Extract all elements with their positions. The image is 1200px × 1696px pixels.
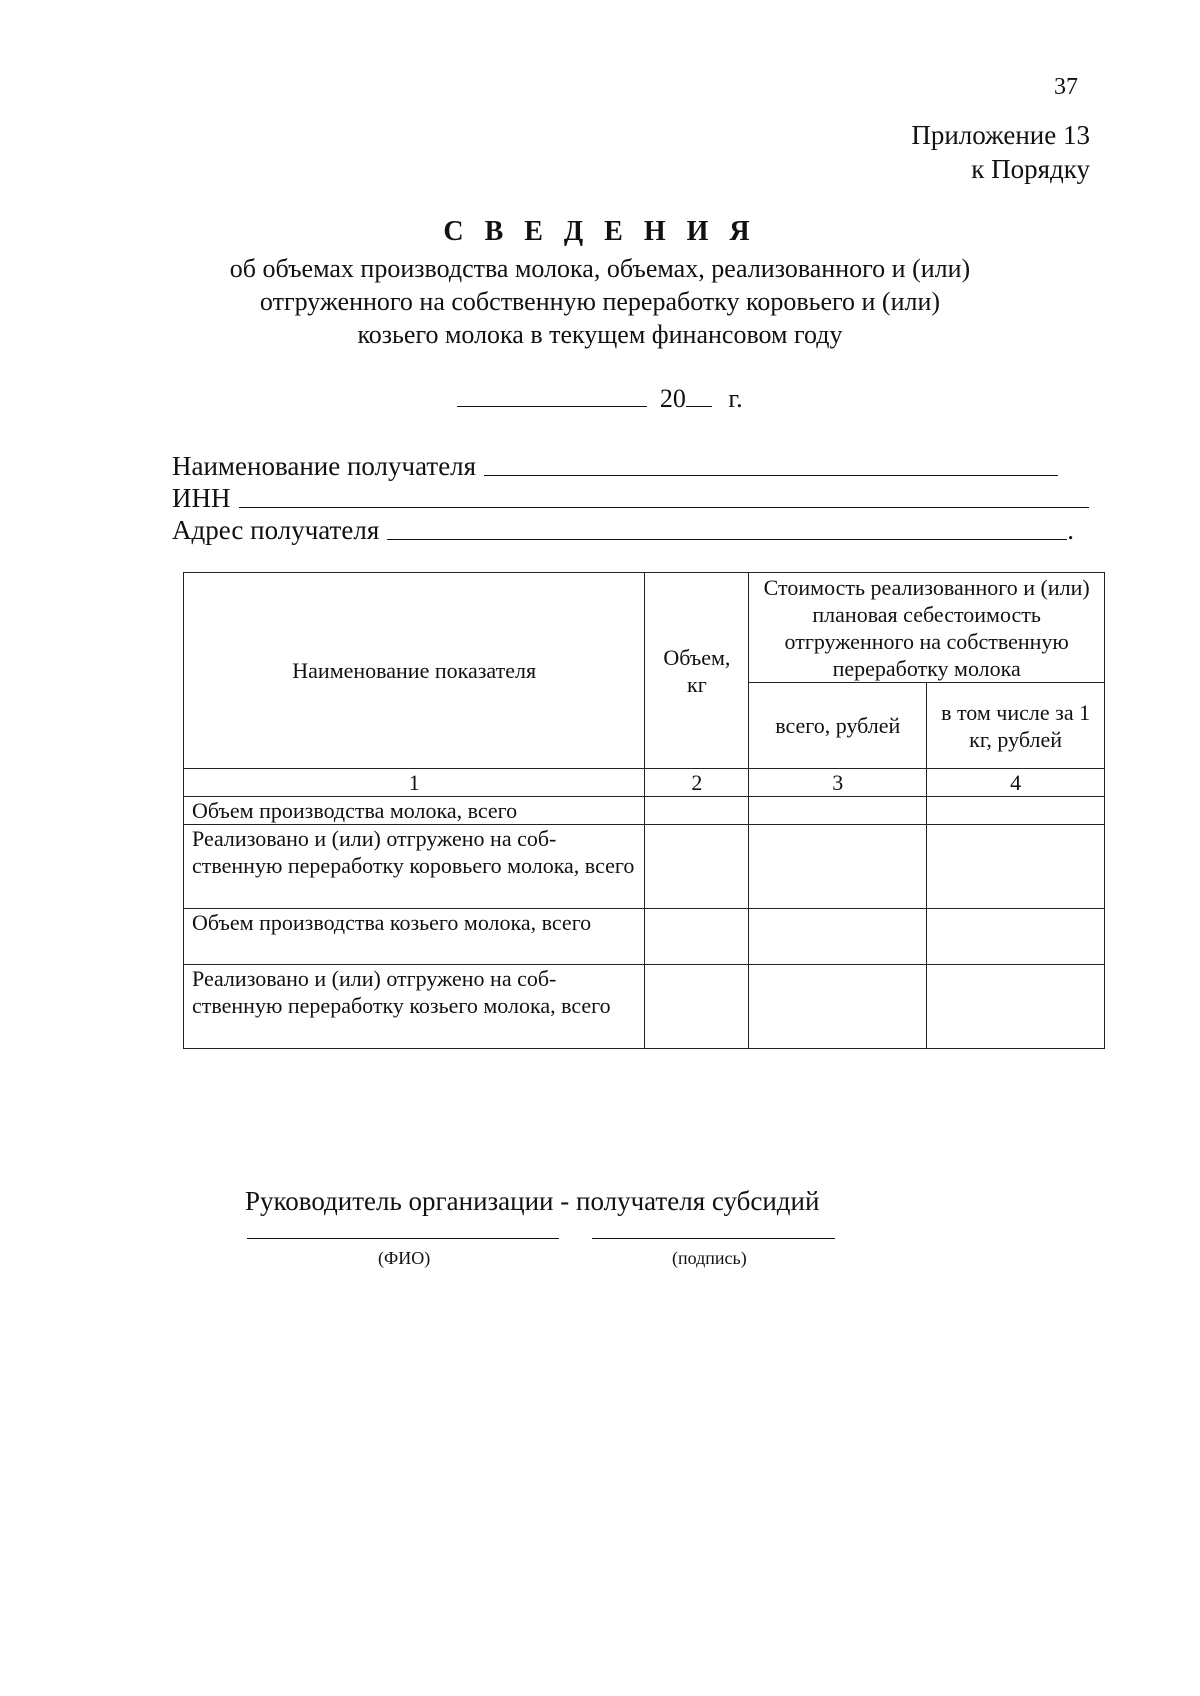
appendix-line-2: к Порядку (971, 154, 1090, 184)
table-row (184, 965, 1105, 1049)
address-period: . (1067, 515, 1074, 545)
table-cell[interactable] (749, 909, 927, 965)
signature-label: Руководитель организации - получателя субсидий (245, 1186, 820, 1216)
table-cell[interactable] (927, 909, 1105, 965)
row-label: Объем производства молока, всего (184, 797, 645, 825)
column-number: 3 (749, 769, 927, 797)
table-cell[interactable] (927, 797, 1105, 825)
table-row (184, 797, 1105, 825)
address-blank[interactable] (387, 519, 1067, 540)
fio-blank[interactable] (247, 1238, 559, 1239)
row-label: Реализовано и (или) отгружено на соб-ственную переработку коровьего молока, всего (184, 825, 645, 909)
recipient-name-blank[interactable] (484, 455, 1058, 476)
inn-blank[interactable] (239, 487, 1089, 508)
signature-caption: (подпись) (672, 1248, 747, 1268)
appendix-reference (911, 118, 1090, 186)
header-total: всего, рублей (749, 683, 927, 769)
date-year-prefix: 20 (659, 384, 686, 413)
subtitle-line-3: козьего молока в текущем финансовом году (357, 320, 843, 349)
column-number: 2 (645, 769, 749, 797)
column-number: 4 (927, 769, 1105, 797)
data-table (183, 572, 1105, 1049)
header-indicator: Наименование показателя (184, 573, 645, 769)
year-blank[interactable] (686, 382, 712, 407)
header-volume: Объем, кг (645, 573, 749, 769)
table-cell[interactable] (927, 965, 1105, 1049)
table-cell[interactable] (645, 909, 749, 965)
subtitle-line-1: об объемах производства молока, объемах, реализованного и (или) (229, 254, 971, 283)
header-cost: Стоимость реализованного и (или) плановая себестоимость отгруженного на собственную переработку молока (749, 573, 1105, 683)
table-cell[interactable] (645, 797, 749, 825)
row-label: Реализовано и (или) отгружено на соб-ственную переработку козьего молока, всего (184, 965, 645, 1049)
table-row (184, 909, 1105, 965)
recipient-name-label: Наименование получателя (172, 451, 477, 481)
page-number: 37 (1054, 74, 1078, 100)
table-cell[interactable] (927, 825, 1105, 909)
table-cell[interactable] (645, 825, 749, 909)
table-cell[interactable] (749, 797, 927, 825)
date-suffix: г. (728, 384, 743, 413)
table-cell[interactable] (645, 965, 749, 1049)
header-per-kg: в том числе за 1 кг, рублей (927, 683, 1105, 769)
table-row (184, 825, 1105, 909)
row-label: Объем производства козьего молока, всего (184, 909, 645, 965)
column-number: 1 (184, 769, 645, 797)
address-field (172, 512, 1074, 546)
inn-field (172, 480, 1089, 514)
address-label: Адрес получателя (172, 515, 380, 545)
fio-caption: (ФИО) (378, 1248, 431, 1268)
table-cell[interactable] (749, 965, 927, 1049)
signature-blank[interactable] (592, 1238, 835, 1239)
recipient-name-field (172, 448, 1058, 482)
date-line (0, 382, 1200, 414)
date-blank[interactable] (457, 382, 647, 407)
document-subtitle (150, 252, 1050, 351)
appendix-line-1: Приложение 13 (911, 120, 1090, 150)
table-cell[interactable] (749, 825, 927, 909)
inn-label: ИНН (172, 483, 231, 513)
subtitle-line-2: отгруженного на собственную переработку коровьего и (или) (259, 287, 941, 316)
document-title: С В Е Д Е Н И Я (443, 216, 757, 247)
